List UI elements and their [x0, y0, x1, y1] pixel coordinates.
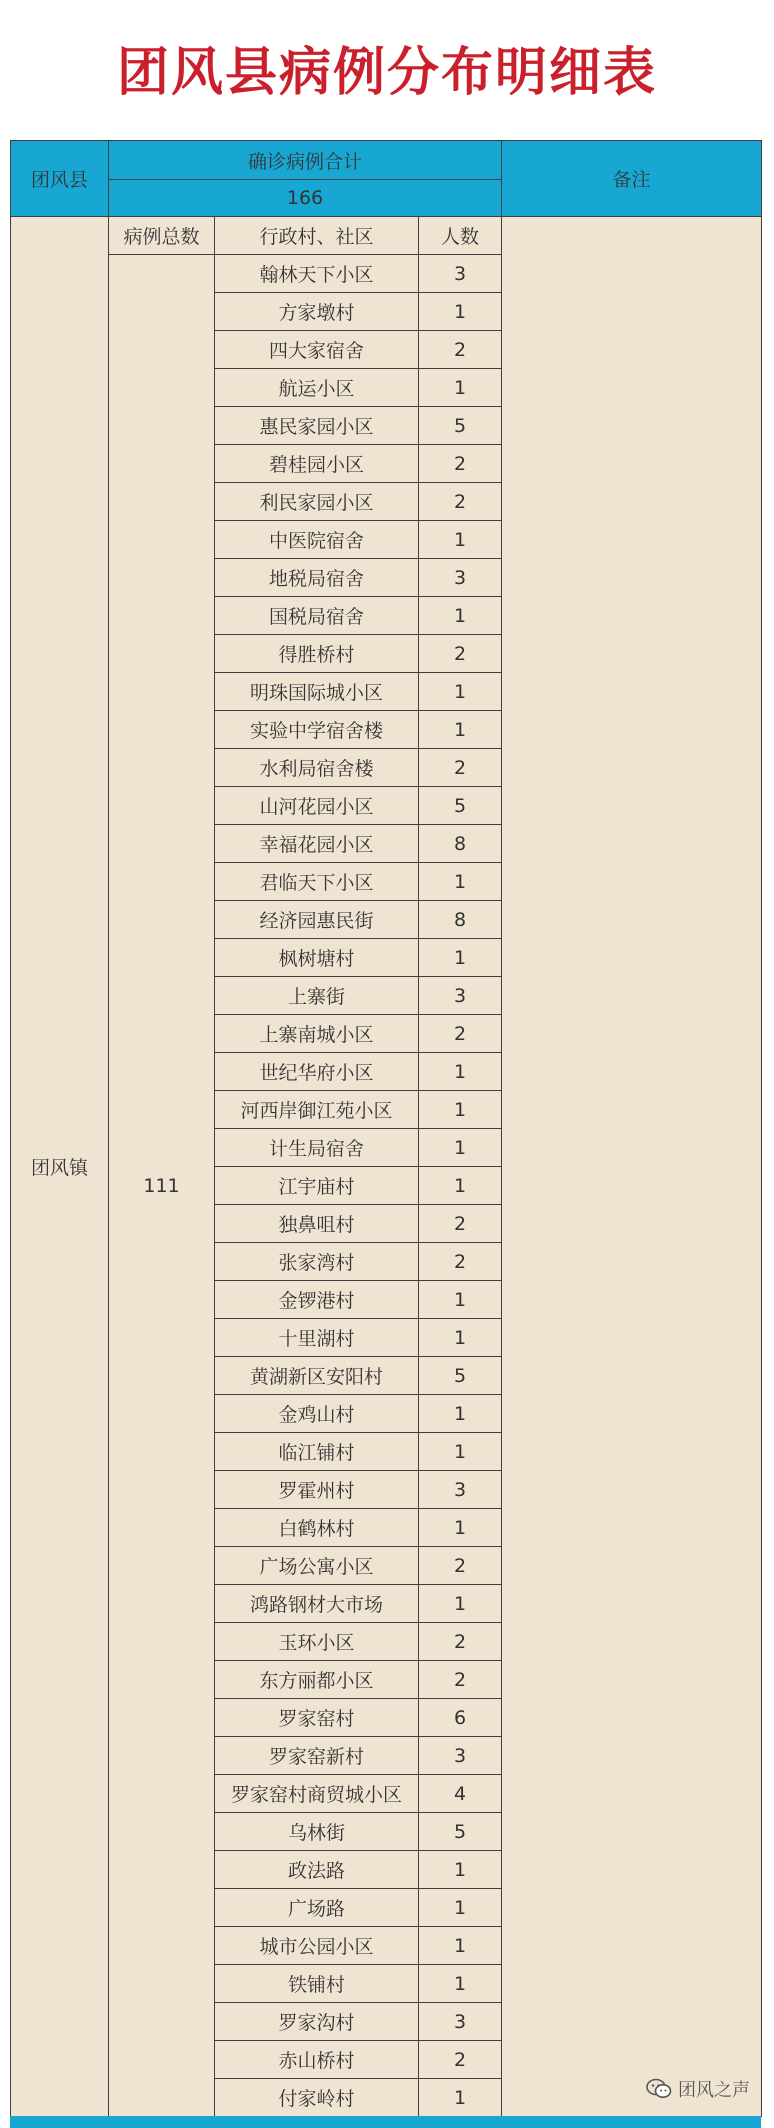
count-cell: 1	[419, 1585, 502, 1623]
community-cell: 经济园惠民街	[215, 901, 419, 939]
community-cell: 广场路	[215, 1889, 419, 1927]
community-cell: 明珠国际城小区	[215, 673, 419, 711]
count-cell: 1	[419, 369, 502, 407]
count-cell: 3	[419, 1737, 502, 1775]
community-cell: 广场公寓小区	[215, 1547, 419, 1585]
community-cell: 河西岸御江苑小区	[215, 1091, 419, 1129]
count-cell: 4	[419, 1775, 502, 1813]
community-cell: 山河花园小区	[215, 787, 419, 825]
count-cell: 1	[419, 711, 502, 749]
count-cell: 2	[419, 2041, 502, 2079]
community-cell: 实验中学宿舍楼	[215, 711, 419, 749]
count-cell: 1	[419, 1129, 502, 1167]
wechat-icon	[646, 2078, 672, 2100]
community-cell: 碧桂园小区	[215, 445, 419, 483]
watermark-text: 团风之声	[678, 2080, 750, 2101]
count-cell: 1	[419, 1091, 502, 1129]
confirmed-total-label: 确诊病例合计	[109, 141, 502, 180]
count-cell: 1	[419, 1395, 502, 1433]
count-cell: 2	[419, 445, 502, 483]
community-cell: 临江铺村	[215, 1433, 419, 1471]
community-cell: 江宇庙村	[215, 1167, 419, 1205]
count-cell: 1	[419, 293, 502, 331]
community-cell: 上寨南城小区	[215, 1015, 419, 1053]
community-cell: 赤山桥村	[215, 2041, 419, 2079]
town-total-cell: 111	[109, 255, 215, 2117]
count-header: 人数	[419, 217, 502, 255]
community-cell: 独鼻咀村	[215, 1205, 419, 1243]
community-cell: 中医院宿舍	[215, 521, 419, 559]
community-cell: 张家湾村	[215, 1243, 419, 1281]
county-header: 团风县	[11, 141, 109, 217]
community-cell: 利民家园小区	[215, 483, 419, 521]
community-cell: 翰林天下小区	[215, 255, 419, 293]
count-cell: 3	[419, 2003, 502, 2041]
count-cell: 1	[419, 939, 502, 977]
count-cell: 2	[419, 749, 502, 787]
community-cell: 鸿路钢材大市场	[215, 1585, 419, 1623]
community-cell: 白鹤林村	[215, 1509, 419, 1547]
community-cell: 罗家窑村	[215, 1699, 419, 1737]
community-cell: 付家岭村	[215, 2079, 419, 2117]
count-cell: 1	[419, 863, 502, 901]
community-cell: 金鸡山村	[215, 1395, 419, 1433]
footer-strip	[10, 2116, 761, 2128]
count-cell: 5	[419, 407, 502, 445]
community-cell: 航运小区	[215, 369, 419, 407]
community-cell: 水利局宿舍楼	[215, 749, 419, 787]
count-cell: 2	[419, 1547, 502, 1585]
community-cell: 罗霍州村	[215, 1471, 419, 1509]
community-cell: 得胜桥村	[215, 635, 419, 673]
count-cell: 1	[419, 1319, 502, 1357]
count-cell: 2	[419, 483, 502, 521]
count-cell: 8	[419, 825, 502, 863]
community-cell: 计生局宿舍	[215, 1129, 419, 1167]
count-cell: 3	[419, 255, 502, 293]
community-cell: 世纪华府小区	[215, 1053, 419, 1091]
count-cell: 2	[419, 1661, 502, 1699]
count-cell: 1	[419, 1889, 502, 1927]
count-cell: 2	[419, 1243, 502, 1281]
community-cell: 罗家沟村	[215, 2003, 419, 2041]
subheader-row	[11, 217, 762, 255]
count-cell: 1	[419, 1509, 502, 1547]
count-cell: 1	[419, 1965, 502, 2003]
count-cell: 1	[419, 1053, 502, 1091]
count-cell: 3	[419, 1471, 502, 1509]
count-cell: 2	[419, 331, 502, 369]
community-cell: 幸福花园小区	[215, 825, 419, 863]
community-cell: 十里湖村	[215, 1319, 419, 1357]
count-cell: 1	[419, 1281, 502, 1319]
community-cell: 乌林街	[215, 1813, 419, 1851]
community-cell: 政法路	[215, 1851, 419, 1889]
count-cell: 2	[419, 1205, 502, 1243]
count-cell: 6	[419, 1699, 502, 1737]
count-cell: 2	[419, 635, 502, 673]
count-cell: 1	[419, 1167, 502, 1205]
case-distribution-table	[10, 140, 762, 2117]
count-cell: 3	[419, 559, 502, 597]
count-cell: 5	[419, 1357, 502, 1395]
community-cell: 城市公园小区	[215, 1927, 419, 1965]
community-cell: 上寨街	[215, 977, 419, 1015]
community-cell: 罗家窑新村	[215, 1737, 419, 1775]
town-name-cell: 团风镇	[11, 217, 109, 2117]
community-cell: 铁铺村	[215, 1965, 419, 2003]
count-cell: 3	[419, 977, 502, 1015]
total-cases-header: 病例总数	[109, 217, 215, 255]
community-cell: 黄湖新区安阳村	[215, 1357, 419, 1395]
page-title: 团风县病例分布明细表	[116, 43, 657, 103]
count-cell: 8	[419, 901, 502, 939]
community-cell: 方家墩村	[215, 293, 419, 331]
community-cell: 枫树塘村	[215, 939, 419, 977]
count-cell: 1	[419, 673, 502, 711]
count-cell: 2	[419, 1623, 502, 1661]
watermark	[646, 2076, 750, 2102]
count-cell: 1	[419, 597, 502, 635]
count-cell: 1	[419, 2079, 502, 2117]
community-cell: 罗家窑村商贸城小区	[215, 1775, 419, 1813]
community-cell: 国税局宿舍	[215, 597, 419, 635]
community-cell: 地税局宿舍	[215, 559, 419, 597]
community-cell: 惠民家园小区	[215, 407, 419, 445]
remarks-cell	[502, 217, 762, 2117]
community-cell: 东方丽都小区	[215, 1661, 419, 1699]
community-header: 行政村、社区	[215, 217, 419, 255]
count-cell: 5	[419, 1813, 502, 1851]
count-cell: 2	[419, 1015, 502, 1053]
count-cell: 1	[419, 1851, 502, 1889]
count-cell: 1	[419, 1433, 502, 1471]
confirmed-total-value: 166	[109, 180, 502, 217]
header-row-1	[11, 141, 762, 180]
count-cell: 1	[419, 1927, 502, 1965]
count-cell: 1	[419, 521, 502, 559]
community-cell: 君临天下小区	[215, 863, 419, 901]
community-cell: 四大家宿舍	[215, 331, 419, 369]
remarks-header: 备注	[502, 141, 762, 217]
community-cell: 金锣港村	[215, 1281, 419, 1319]
community-cell: 玉环小区	[215, 1623, 419, 1661]
count-cell: 5	[419, 787, 502, 825]
